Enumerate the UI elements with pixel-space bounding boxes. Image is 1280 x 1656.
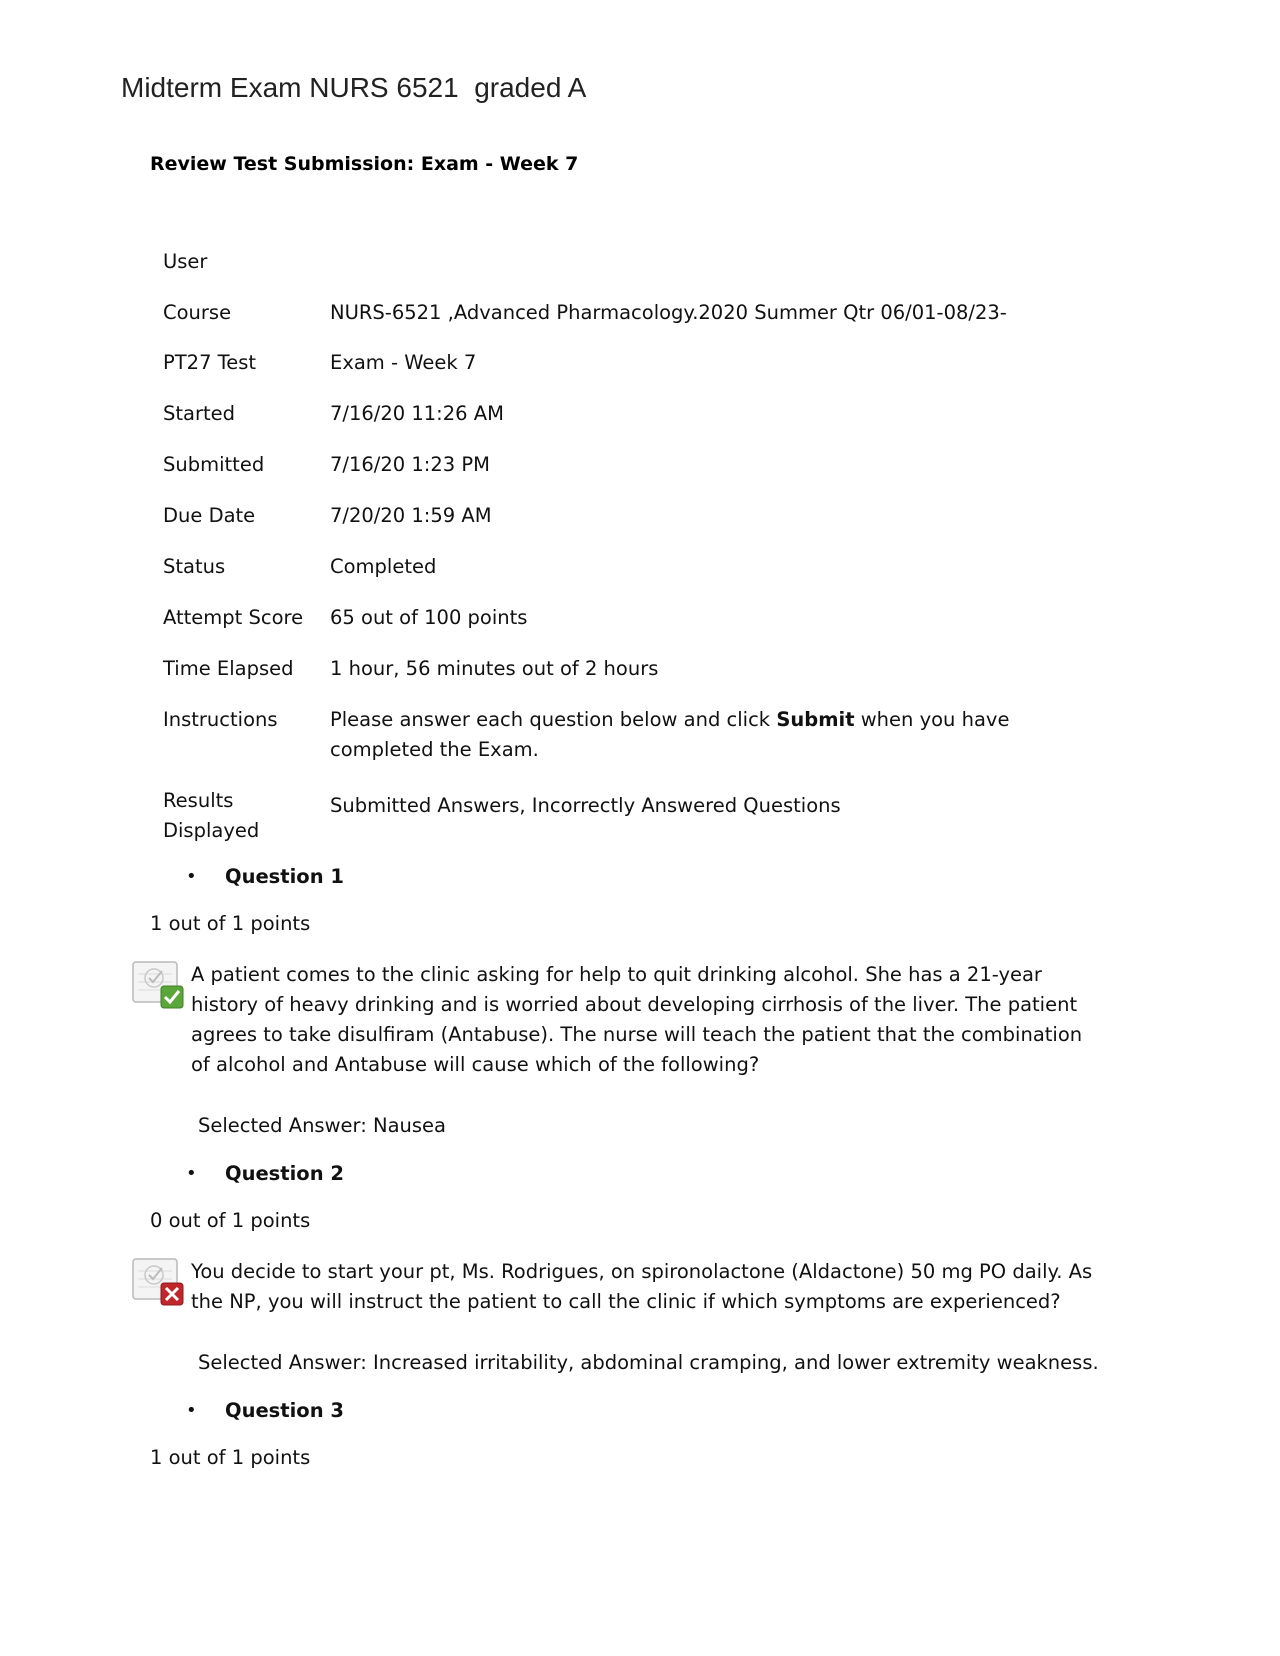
info-value-results-displayed: Submitted Answers, Incorrectly Answered Questions <box>330 794 841 817</box>
question-1-text: A patient comes to the clinic asking for help to quit drinking alcohol. She has a 21-year history of heavy drinking and is worried about developing cirrhosis of the liver. The patient agrees to take disulfiram (Antabuse). The nurse will teach the patient that the combination of alcohol and Antabuse will cause which of the following? <box>191 963 1083 1076</box>
instructions-text-after: when you have completed the Exam. <box>330 708 1010 761</box>
info-label-results-displayed: Results Displayed <box>163 789 260 842</box>
info-label-time-elapsed: Time Elapsed <box>163 657 294 680</box>
question-2-answer-value: Increased irritability, abdominal cramping, and lower extremity weakness. <box>372 1351 1099 1374</box>
bullet: • <box>186 1163 197 1184</box>
instructions-submit-word: Submit <box>776 708 855 731</box>
question-2-answer-label: Selected Answer: <box>198 1351 367 1374</box>
question-2-points: 0 out of 1 points <box>150 1209 311 1232</box>
question-3-heading: Question 3 <box>225 1399 344 1422</box>
document-title: Midterm Exam NURS 6521 graded A <box>121 72 587 103</box>
info-value-instructions <box>330 705 1090 765</box>
info-value-time-elapsed: 1 hour, 56 minutes out of 2 hours <box>330 657 659 680</box>
graded-incorrect-icon <box>132 1257 186 1307</box>
info-value-submitted: 7/16/20 1:23 PM <box>330 453 490 476</box>
question-1-points: 1 out of 1 points <box>150 912 311 935</box>
bullet: • <box>186 866 197 887</box>
question-3-points: 1 out of 1 points <box>150 1446 311 1469</box>
graded-correct-icon <box>132 960 186 1010</box>
info-value-started: 7/16/20 11:26 AM <box>330 402 504 425</box>
info-label-course: Course <box>163 301 232 324</box>
review-heading: Review Test Submission: Exam - Week 7 <box>150 153 579 175</box>
info-value-test: Exam - Week 7 <box>330 351 477 374</box>
bullet: • <box>186 1400 197 1421</box>
question-2-text: You decide to start your pt, Ms. Rodrigues, on spironolactone (Aldactone) 50 mg PO daily. As the NP, you will instruct the patient to call the clinic if which symptoms are experienced? <box>191 1260 1093 1313</box>
info-label-status: Status <box>163 555 226 578</box>
info-label-instructions: Instructions <box>163 708 278 731</box>
question-2-heading: Question 2 <box>225 1162 344 1185</box>
info-value-course: NURS-6521 ,Advanced Pharmacology.2020 Summer Qtr 06/01-08/23- <box>330 301 1007 324</box>
info-label-test: PT27 Test <box>163 351 257 374</box>
info-value-status: Completed <box>330 555 437 578</box>
info-label-due-date: Due Date <box>163 504 256 527</box>
question-1-answer <box>198 1111 446 1141</box>
instructions-text-before: Please answer each question below and click <box>330 708 777 731</box>
info-label-attempt-score: Attempt Score <box>163 606 304 629</box>
question-1-answer-value: Nausea <box>372 1114 446 1137</box>
info-label-started: Started <box>163 402 236 425</box>
info-value-attempt-score: 65 out of 100 points <box>330 606 528 629</box>
info-label-user: User <box>163 250 208 273</box>
info-label-submitted: Submitted <box>163 453 265 476</box>
question-1-heading: Question 1 <box>225 865 344 888</box>
question-2-answer <box>198 1348 1099 1378</box>
info-value-due-date: 7/20/20 1:59 AM <box>330 504 492 527</box>
question-1-answer-label: Selected Answer: <box>198 1114 367 1137</box>
